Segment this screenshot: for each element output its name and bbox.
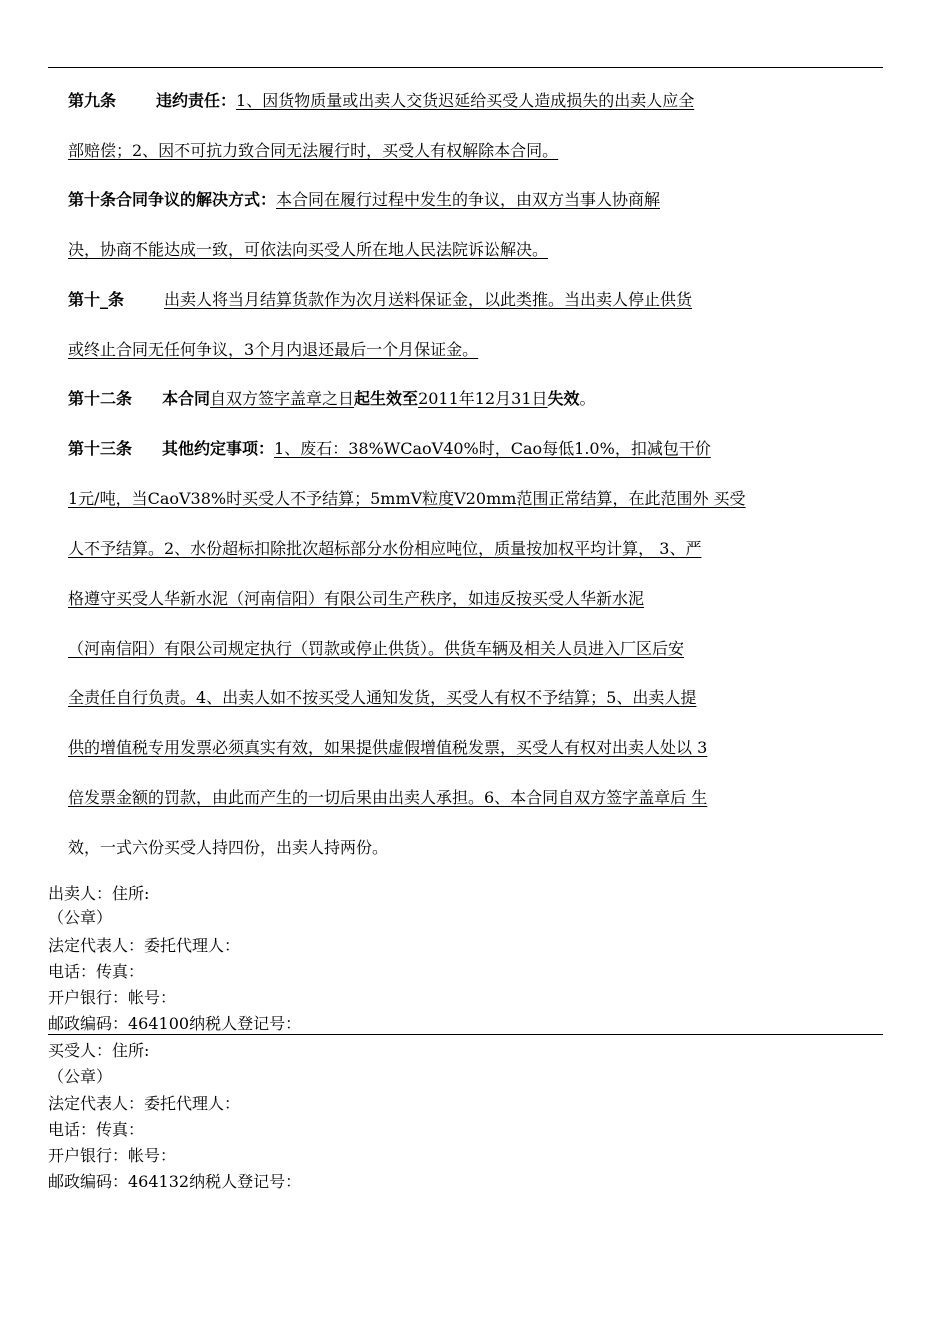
article-13-line-3 xyxy=(68,538,884,560)
article-13-text-2: 1元/吨，当CaoV38%时买受人不予结算；5mmV粒度V20mm范围正常结算，在此范围外 买受 xyxy=(68,489,746,508)
seller-seal-line: （公章） xyxy=(48,908,113,927)
article-13-number: 第十三条 xyxy=(68,439,133,458)
article-11-line-2 xyxy=(68,339,884,361)
buyer-bank-line: 开户银行：帐号： xyxy=(48,1146,177,1165)
article-10-title: 第十条合同争议的解决方式： xyxy=(68,190,277,209)
article-12-part-5: 失效 xyxy=(547,389,580,408)
article-10-line-2 xyxy=(68,239,884,261)
article-9-text-1: 1、因货物质量或出卖人交货迟延给买受人造成损失的出卖人应全 xyxy=(236,91,695,110)
article-12-part-3: 起生效至 xyxy=(354,389,419,408)
article-13-line-6 xyxy=(68,687,884,709)
article-10-text-1: 本合同在履行过程中发生的争议，由双方当事人协商解 xyxy=(276,190,661,209)
article-11-text-1: 出卖人将当月结算货款作为次月送料保证金，以此类推。当出卖人停止供货 xyxy=(164,290,693,309)
article-13-text-3: 人不予结算。2、水份超标扣除批次超标部分水份相应吨位，质量按加权平均计算， 3、严 xyxy=(68,539,702,558)
article-11-line-1 xyxy=(68,289,884,311)
article-13-line-1 xyxy=(68,438,884,460)
article-13-text-4: 格遵守买受人华新水泥（河南信阳）有限公司生产秩序，如违反按买受人华新水泥 xyxy=(68,589,645,608)
top-divider xyxy=(48,67,883,68)
seller-phone-line: 电话：传真： xyxy=(48,962,145,981)
buyer-seal-line: （公章） xyxy=(48,1067,113,1086)
article-13-text-8: 倍发票金额的罚款，由此而产生的一切后果由出卖人承担。6、本合同自双方签字盖章后 生 xyxy=(68,788,708,807)
article-9-title: 违约责任： xyxy=(156,91,237,110)
article-13-line-4 xyxy=(68,588,884,610)
article-11-text-2: 或终止合同无任何争议，3个月内退还最后一个月保证金。 xyxy=(68,340,479,359)
seller-address-line: 出卖人：住所: xyxy=(48,884,150,903)
article-12-part-2: 自双方签字盖章之日 xyxy=(210,389,355,408)
article-13-text-1: 1、废石：38%WCaoV40%时，Cao每低1.0%，扣减包干价 xyxy=(274,439,711,458)
article-12-date: 2011年12月31日 xyxy=(418,389,548,408)
article-12-number: 第十二条 xyxy=(68,389,133,408)
buyer-address-line: 买受人：住所: xyxy=(48,1041,150,1060)
article-11-number: 第十_条 xyxy=(68,290,125,309)
article-10-text-2: 决，协商不能达成一致，可依法向买受人所在地人民法院诉讼解决。 xyxy=(68,240,549,259)
article-13-line-2 xyxy=(68,488,884,510)
party-divider xyxy=(48,1034,883,1035)
article-9-line-2 xyxy=(68,140,884,162)
buyer-representative-line: 法定代表人：委托代理人： xyxy=(48,1094,241,1113)
seller-postal-line: 邮政编码：464100纳税人登记号： xyxy=(48,1014,302,1033)
article-12-period: 。 xyxy=(579,389,596,408)
article-13-line-5 xyxy=(68,638,884,660)
buyer-phone-line: 电话：传真： xyxy=(48,1120,145,1139)
article-12-line xyxy=(68,388,884,410)
article-13-text-9: 效，一式六份买受人持四份，出卖人持两份。 xyxy=(68,838,389,857)
buyer-postal-line: 邮政编码：464132纳税人登记号： xyxy=(48,1172,302,1191)
article-10-line-1 xyxy=(68,189,884,211)
article-13-text-7: 供的增值税专用发票必须真实有效，如果提供虚假增值税发票，买受人有权对出卖人处以 3 xyxy=(68,738,708,757)
article-13-line-7 xyxy=(68,737,884,759)
seller-bank-line: 开户银行：帐号： xyxy=(48,988,177,1007)
article-13-line-9 xyxy=(68,837,884,859)
article-13-line-8 xyxy=(68,787,884,809)
seller-representative-line: 法定代表人：委托代理人： xyxy=(48,936,241,955)
article-12-part-1: 本合同 xyxy=(162,389,211,408)
article-9-number: 第九条 xyxy=(68,91,117,110)
article-13-text-5: （河南信阳）有限公司规定执行（罚款或停止供货）。供货车辆及相关人员进入厂区后安 xyxy=(68,639,685,658)
article-9-line-1 xyxy=(68,90,884,112)
article-9-text-2: 部赔偿；2、因不可抗力致合同无法履行时，买受人有权解除本合同。 xyxy=(68,141,559,160)
article-13-title: 其他约定事项： xyxy=(162,439,275,458)
article-13-text-6: 全责任自行负责。4、出卖人如不按买受人通知发货，买受人有权不予结算；5、出卖人提 xyxy=(68,688,697,707)
